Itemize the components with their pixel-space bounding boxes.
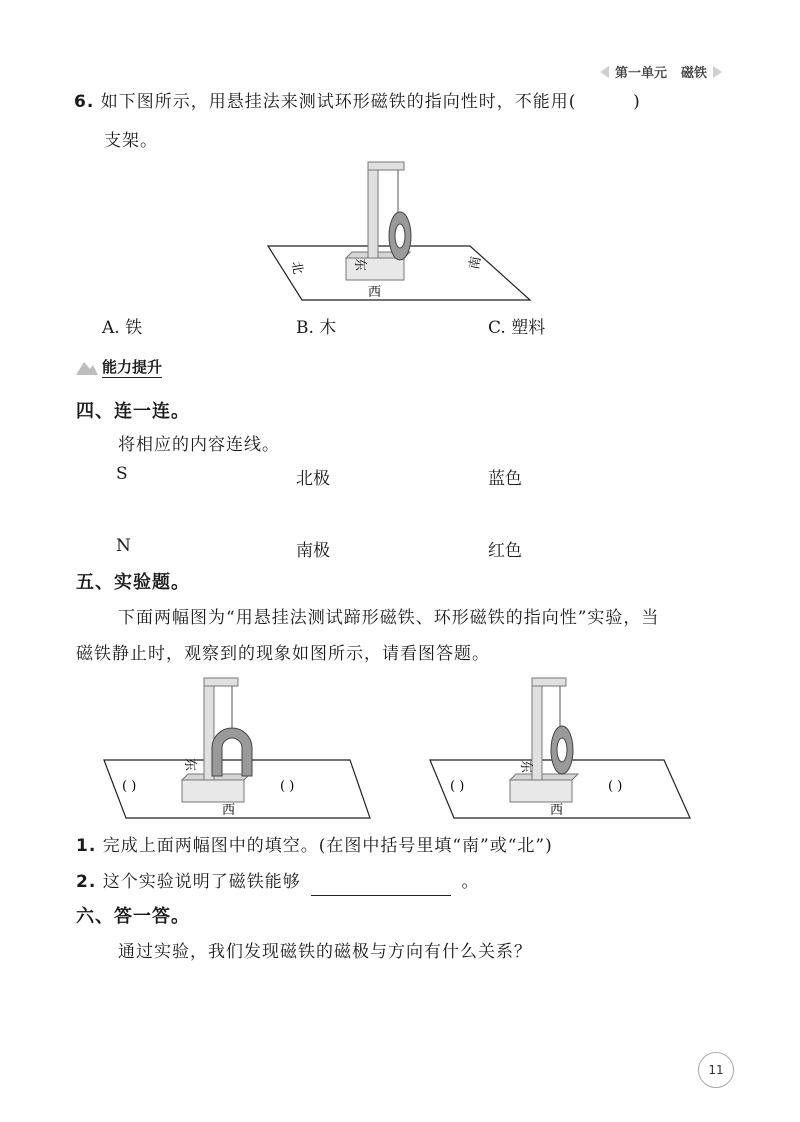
question-number: 1. [76,836,97,856]
option-b[interactable]: B. 木 [296,318,337,338]
question-6-line2: 支架。 [104,131,158,151]
section-5-q1 [76,832,553,860]
header-unit: 第一单元 [614,66,667,81]
question-end: 。 [461,872,480,892]
mountain-icon [76,359,98,375]
question-number: 6. [74,92,95,112]
page-number: 11 [698,1052,734,1088]
ring-magnet-stand-figure [260,158,540,308]
stand-arm [368,162,404,170]
ring-hole [557,738,567,762]
label-east: 东 [182,758,197,772]
blank-paren-left[interactable]: ( ) [122,779,137,794]
label-north: 北 [288,260,306,276]
label-east: 东 [518,760,533,774]
stand-pole [368,162,378,258]
section-5-title: 五、实验题。 [76,572,190,593]
blank-paren-left[interactable]: ( ) [450,779,465,794]
ring-hole [395,224,405,248]
header-topic: 磁铁 [680,66,707,81]
horseshoe-magnet-figure [100,676,380,826]
section-5-q2 [76,868,480,896]
question-6 [74,88,734,116]
label-west: 西 [222,803,236,818]
section-5-intro-line1: 下面两幅图为“用悬挂法测试蹄形磁铁、环形磁铁的指向性”实验，当 [118,608,660,628]
match-item-s[interactable]: S [116,464,128,484]
stand-arm [532,678,566,686]
question-text: 完成上面两幅图中的填空。(在图中括号里填“南”或“北”) [102,836,553,856]
triangle-left-icon [600,66,609,78]
blank-paren-right[interactable]: ( ) [280,779,295,794]
question-text: 如下图所示，用悬挂法来测试环形磁铁的指向性时，不能用( [100,92,577,112]
match-item-blue[interactable]: 蓝色 [488,469,522,489]
stand-base [510,780,572,802]
section-5-intro-line2: 磁铁静止时，观察到的现象如图所示，请看图答题。 [76,644,490,664]
section-6-title: 六、答一答。 [76,906,190,927]
section-4-instruction: 将相应的内容连线。 [118,435,280,455]
answer-blank[interactable] [311,877,451,896]
option-a[interactable]: A. 铁 [102,318,143,338]
section-6-question: 通过实验，我们发现磁铁的磁极与方向有什么关系？ [118,942,532,962]
stand-base-top [510,774,578,780]
question-text: 这个实验说明了磁铁能够 [102,872,301,892]
match-item-north-pole[interactable]: 北极 [296,469,330,489]
label-south: 南 [467,255,485,271]
section-ability-heading [76,356,162,378]
page-header [600,62,722,81]
section-4-title: 四、连一连。 [76,401,190,422]
question-number: 2. [76,872,97,892]
match-item-red[interactable]: 红色 [488,541,522,561]
blank-paren-right[interactable]: ( ) [608,779,623,794]
stand-arm [204,678,238,686]
match-item-n[interactable]: N [116,536,131,556]
label-east: 东 [352,258,367,272]
section-ability-title: 能力提升 [102,358,163,376]
triangle-right-icon [713,66,722,78]
match-item-south-pole[interactable]: 南极 [296,541,330,561]
stand-base [182,780,244,802]
paren-close: ) [633,92,641,112]
option-c[interactable]: C. 塑料 [488,318,546,338]
label-west: 西 [368,285,382,300]
label-west: 西 [550,803,564,818]
ring-magnet-figure [428,676,698,826]
